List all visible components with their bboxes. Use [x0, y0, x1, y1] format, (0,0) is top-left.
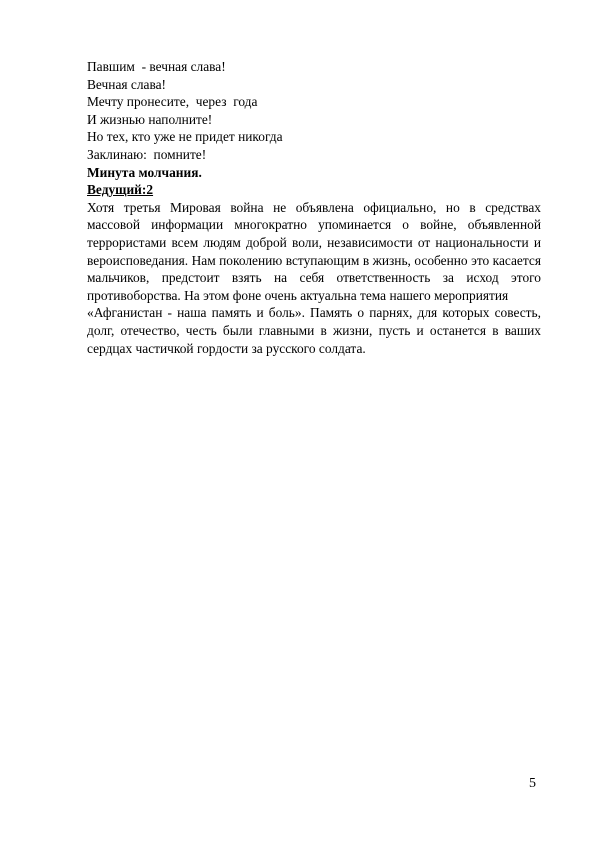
- poem-line: Павшим - вечная слава!: [87, 59, 226, 74]
- poem-line: Мечту пронесите, через года: [87, 94, 258, 110]
- body-paragraph: «Афганистан - наша память и боль». Память о парнях, для которых совесть, долг, отечество, честь были главными в жизни, пусть и останется в ваших сердцах частичкой гордости за русского солдата.: [87, 305, 541, 356]
- host-label: Ведущий:2: [87, 182, 154, 198]
- page-content: [87, 58, 541, 357]
- poem-line: Вечная слава!: [87, 76, 167, 92]
- minute-of-silence-heading: Минута молчания.: [87, 164, 202, 180]
- poem-line: И жизнью наполните!: [87, 111, 213, 127]
- poem-line: Но тех, кто уже не придет никогда: [87, 129, 283, 145]
- body-paragraph: Хотя третья Мировая война не объявлена официально, но в средствах массовой информации многократно упоминается о войне, объявленной террористами всем людям доброй воли, независимости от национальности и вероисповедания. Нам поколению вступающим в жизнь, особенно это касается мальчиков, предстоит взять на себя ответственность за исход этого противоборства. На этом фоне очень актуальна тема нашего мероприятия: [87, 199, 541, 303]
- page-number: 5: [529, 776, 536, 791]
- poem-line: Заклинаю: помните!: [87, 146, 207, 162]
